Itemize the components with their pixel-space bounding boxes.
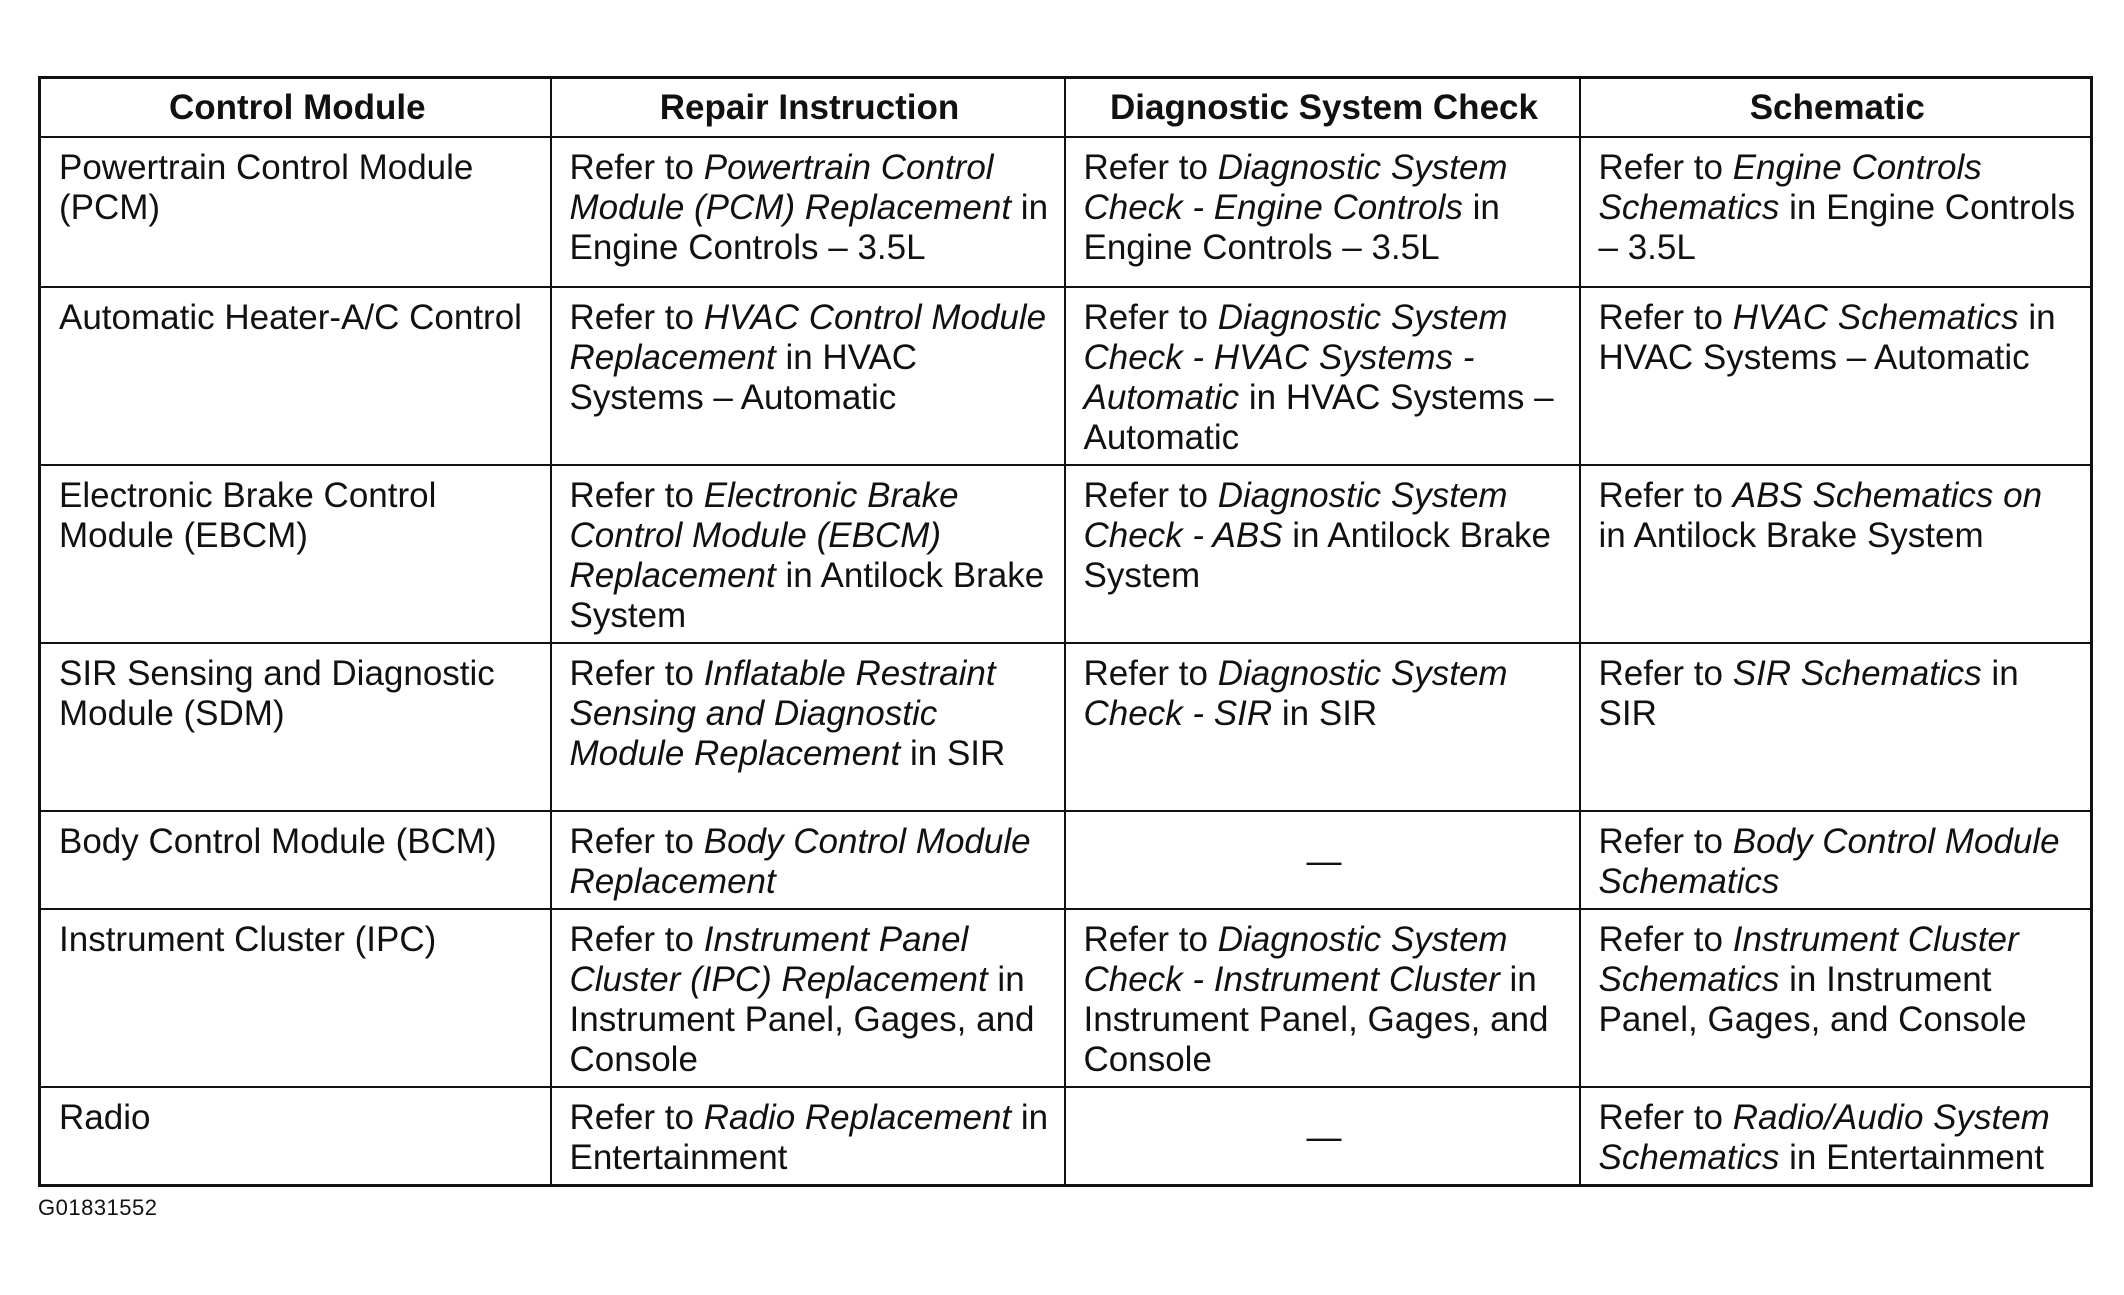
repair-cell [551,811,1065,909]
reference-text: in SIR [900,734,1006,773]
control-module-cell: SIR Sensing and Diagnostic Module (SDM) [40,643,551,811]
reference-link-text: SIR Schematics [1732,654,1982,693]
diagnostic-cell [1065,137,1580,287]
control-module-cell: Powertrain Control Module (PCM) [40,137,551,287]
reference-text: Refer to [1598,822,1733,861]
diagnostic-cell [1065,287,1580,465]
reference-link-text: Instrument Panel Cluster (IPC) Replacement [569,920,988,999]
reference-text: Refer to [569,822,704,861]
reference-text: in SIR [1272,694,1378,733]
header-control-module: Control Module [40,78,551,138]
reference-text: in Engine Controls – 3.5L [569,188,1049,267]
table-row [40,909,2092,1087]
repair-cell [551,287,1065,465]
reference-link-text: Electronic Brake Control Module (EBCM) Replacement [569,476,959,595]
reference-link-text: Radio Replacement [703,1098,1012,1137]
diagnostic-cell [1065,909,1580,1087]
reference-text: in Entertainment [1779,1138,2044,1177]
reference-text: Refer to [569,1098,704,1137]
reference-link-text: Instrument Cluster Schematics [1598,920,2019,999]
header-repair-instruction: Repair Instruction [551,78,1065,138]
reference-link-text: Inflatable Restraint Sensing and Diagnostic Module Replacement [569,654,996,773]
reference-link-text: ABS Schematics on [1732,476,2043,515]
diagnostic-cell [1065,643,1580,811]
reference-text: in Instrument Panel, Gages, and Console [569,960,1035,1079]
reference-text: Refer to [1083,148,1218,187]
table-row [40,643,2092,811]
control-module-cell: Body Control Module (BCM) [40,811,551,909]
table-row [40,465,2092,643]
table-body [40,137,2092,1186]
control-module-cell: Automatic Heater-A/C Control [40,287,551,465]
header-schematic: Schematic [1580,78,2092,138]
repair-cell [551,909,1065,1087]
reference-text: Refer to [569,654,704,693]
reference-text: in Antilock Brake System [1598,516,1984,555]
schematic-cell [1580,465,2092,643]
repair-cell [551,465,1065,643]
reference-text: Refer to [569,476,704,515]
reference-text: in HVAC Systems – Automatic [1083,378,1554,457]
schematic-cell [1580,909,2092,1087]
reference-link-text: Powertrain Control Module (PCM) Replacement [569,148,1012,227]
reference-text: in Instrument Panel, Gages, and Console [1598,960,2027,1039]
reference-link-text: Diagnostic System Check - Instrument Cluster [1083,920,1508,999]
reference-text: Refer to [1598,1098,1733,1137]
schematic-cell [1580,1087,2092,1186]
repair-cell [551,643,1065,811]
reference-link-text: Diagnostic System Check - Engine Controls [1083,148,1508,227]
reference-link-text: Diagnostic System Check - ABS [1083,476,1508,555]
reference-text: in Engine Controls – 3.5L [1598,188,2076,267]
reference-link-text: Diagnostic System Check - SIR [1083,654,1508,733]
diagnostic-cell [1065,465,1580,643]
reference-link-text: HVAC Schematics [1732,298,2019,337]
reference-text: in Antilock Brake System [1083,516,1552,595]
reference-link-text: Engine Controls Schematics [1598,148,1982,227]
reference-text: Refer to [1598,476,1733,515]
reference-link-text: Body Control Module Schematics [1598,822,2060,901]
reference-text: Refer to [569,920,704,959]
reference-text: in Engine Controls – 3.5L [1083,188,1500,267]
reference-text: Refer to [1083,476,1218,515]
reference-link-text: HVAC Control Module Replacement [569,298,1047,377]
reference-link-text: Body Control Module Replacement [569,822,1031,901]
reference-text: Refer to [1598,654,1733,693]
repair-cell [551,137,1065,287]
control-module-cell: Radio [40,1087,551,1186]
repair-cell [551,1087,1065,1186]
reference-text: in HVAC Systems – Automatic [569,338,918,417]
reference-text: Refer to [569,148,704,187]
table-row [40,137,2092,287]
reference-text: Refer to [1083,920,1218,959]
reference-text: in SIR [1598,654,2019,733]
diagnostic-cell: — [1065,1087,1580,1186]
module-reference-table [38,76,2093,1187]
diagnostic-cell: — [1065,811,1580,909]
control-module-cell: Electronic Brake Control Module (EBCM) [40,465,551,643]
schematic-cell [1580,811,2092,909]
reference-text: Refer to [1598,148,1733,187]
reference-text: Refer to [1083,298,1218,337]
reference-text: Refer to [1083,654,1218,693]
header-row [40,78,2092,138]
reference-text: in Instrument Panel, Gages, and Console [1083,960,1549,1079]
reference-link-text: Diagnostic System Check - HVAC Systems - Automatic [1083,298,1508,417]
reference-text: in Antilock Brake System [569,556,1045,635]
control-module-cell: Instrument Cluster (IPC) [40,909,551,1087]
reference-link-text: Radio/Audio System Schematics [1598,1098,2050,1177]
reference-text: Refer to [1598,920,1733,959]
schematic-cell [1580,137,2092,287]
reference-text: Refer to [1598,298,1733,337]
reference-text: Refer to [569,298,704,337]
table-row [40,1087,2092,1186]
figure-id: G01831552 [38,1195,158,1220]
table-row [40,811,2092,909]
reference-text: in HVAC Systems – Automatic [1598,298,2056,377]
table-row [40,287,2092,465]
header-diagnostic-system-check: Diagnostic System Check [1065,78,1580,138]
schematic-cell [1580,643,2092,811]
schematic-cell [1580,287,2092,465]
reference-text: in Entertainment [569,1098,1049,1177]
